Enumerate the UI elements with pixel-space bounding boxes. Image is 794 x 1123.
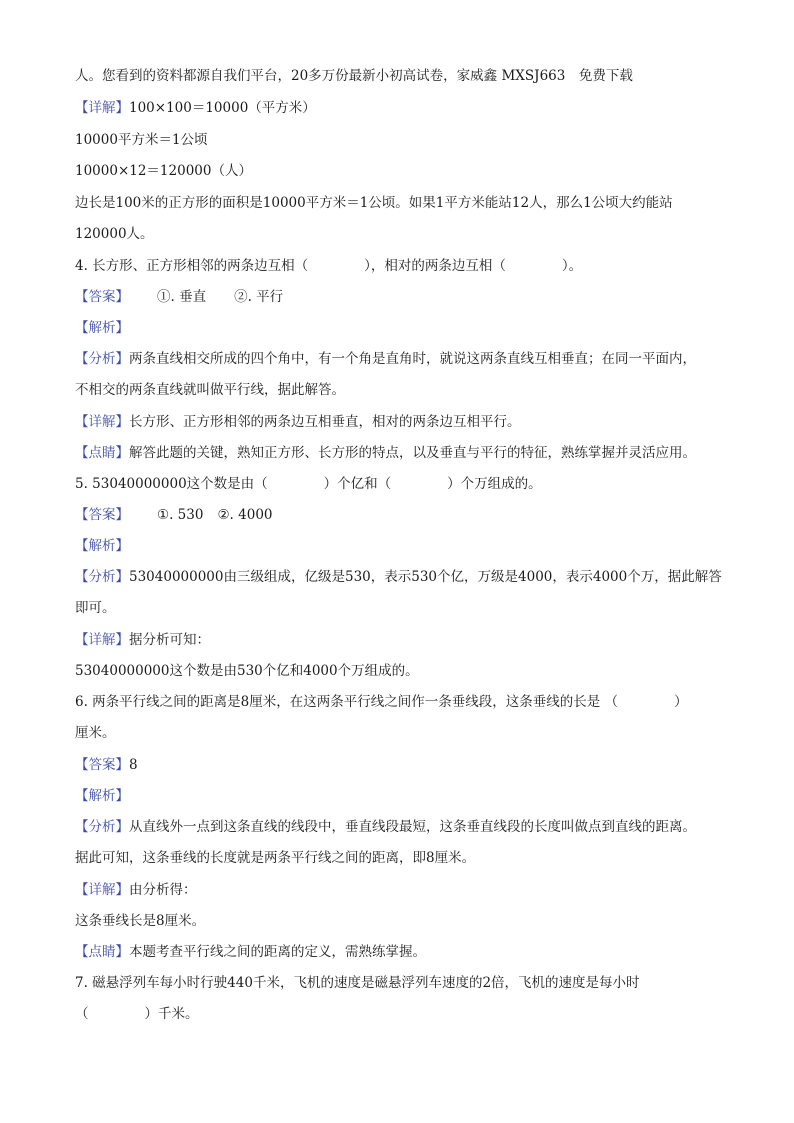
intro-line bbox=[75, 67, 633, 85]
q5-fenxi-text-2: 即可。 bbox=[75, 600, 116, 616]
q6-answer-tag: 【答案】 bbox=[75, 757, 129, 773]
q4-answer-tag: 【答案】 bbox=[75, 289, 129, 305]
q5-jiexi bbox=[75, 537, 129, 555]
q5-fenxi-line-1 bbox=[75, 568, 722, 586]
calc-line-1 bbox=[75, 131, 208, 149]
q4-text-post: ）。 bbox=[561, 258, 583, 274]
q4-answer-1: ①. 垂直 bbox=[157, 289, 207, 305]
q5-text-pre: 5. 53040000000这个数是由（ bbox=[75, 476, 268, 492]
q4-fenxi-text-2: 不相交的两条直线就叫做平行线，据此解答。 bbox=[75, 382, 345, 398]
question-4 bbox=[75, 257, 582, 275]
explain-text-2: 120000人。 bbox=[75, 226, 154, 242]
q4-xiangjie-text: 长方形、正方形相邻的两条边互相垂直，相对的两条边互相平行。 bbox=[129, 414, 521, 430]
q5-text-mid: ）个亿和（ bbox=[323, 476, 392, 492]
q6-fenxi-text-1: 从直线外一点到这条直线的线段中，垂直线段最短，这条垂直线段的长度叫做点到直线的距离。 bbox=[129, 819, 696, 835]
q4-jiexi bbox=[75, 319, 129, 337]
q5-fenxi-line-2 bbox=[75, 599, 116, 617]
q6-fenxi-line-2 bbox=[75, 849, 475, 867]
q6-text-line-2: 厘米。 bbox=[75, 725, 116, 741]
q5-answer-1: ①. 530 bbox=[157, 507, 204, 523]
q5-xiangjie-line-2 bbox=[75, 662, 419, 680]
q4-dianjing-tag: 【点睛】 bbox=[75, 445, 129, 461]
q6-answer bbox=[75, 756, 138, 774]
explain-text-1: 边长是100米的正方形的面积是10000平方米＝1公顷。如果1平方米能站12人，那么1公顷大约能站 bbox=[75, 195, 673, 211]
q5-answer-tag: 【答案】 bbox=[75, 507, 129, 523]
q5-answer bbox=[75, 506, 273, 524]
q4-fenxi-tag: 【分析】 bbox=[75, 351, 129, 367]
q7-text-pre: （ bbox=[75, 1006, 89, 1022]
intro-text: 人。您看到的资料都源自我们平台，20多万份最新小初高试卷，家威鑫 MXSJ663 免费下载 bbox=[75, 68, 633, 84]
detail-text: 100×100＝10000（平方米） bbox=[129, 100, 316, 116]
question-7 bbox=[75, 974, 640, 992]
q4-xiangjie-tag: 【详解】 bbox=[75, 414, 129, 430]
q6-text-pre: 6. 两条平行线之间的距离是8厘米，在这两条平行线之间作一条垂线段，这条垂线的长是 （ bbox=[75, 694, 619, 710]
question-5 bbox=[75, 475, 542, 493]
q4-answer bbox=[75, 288, 283, 306]
q5-xiangjie-tag: 【详解】 bbox=[75, 632, 129, 648]
q6-fenxi-tag: 【分析】 bbox=[75, 819, 129, 835]
calc-line-2 bbox=[75, 162, 252, 180]
q4-text-pre: 4. 长方形、正方形相邻的两条边互相（ bbox=[75, 258, 309, 274]
question-6 bbox=[75, 693, 688, 711]
q6-dianjing-tag: 【点睛】 bbox=[75, 944, 129, 960]
q6-fenxi-line-1 bbox=[75, 818, 696, 836]
explain-line-2 bbox=[75, 225, 154, 243]
q6-jiexi-tag: 【解析】 bbox=[75, 788, 129, 804]
q6-jiexi bbox=[75, 787, 129, 805]
q5-text-post: ）个万组成的。 bbox=[447, 476, 542, 492]
q6-text-post: ） bbox=[674, 694, 688, 710]
calc-text-2: 10000×12＝120000（人） bbox=[75, 163, 252, 179]
q6-xiangjie-tag: 【详解】 bbox=[75, 882, 129, 898]
q5-xiangjie-text-2: 53040000000这个数是由530个亿和4000个万组成的。 bbox=[75, 663, 419, 679]
q6-dianjing bbox=[75, 943, 426, 961]
q6-xiangjie-line-2 bbox=[75, 912, 205, 930]
q4-dianjing-text: 解答此题的关键，熟知正方形、长方形的特点，以及垂直与平行的特征，熟练掌握并灵活应用。 bbox=[129, 445, 696, 461]
q4-jiexi-tag: 【解析】 bbox=[75, 320, 129, 336]
calc-text-1: 10000平方米＝1公顷 bbox=[75, 132, 208, 148]
q5-answer-2: ②. 4000 bbox=[217, 507, 273, 523]
q5-xiangjie bbox=[75, 631, 210, 649]
q6-xiangjie-text-2: 这条垂线长是8厘米。 bbox=[75, 913, 206, 929]
question-7-line-2 bbox=[75, 1005, 199, 1023]
q4-fenxi-text-1: 两条直线相交所成的四个角中，有一个角是直角时，就说这两条直线互相垂直；在同一平面内， bbox=[129, 351, 696, 367]
q4-text-mid: ），相对的两条边互相（ bbox=[364, 258, 506, 274]
q4-answer-2: ②. 平行 bbox=[234, 289, 284, 305]
q5-xiangjie-text-1: 据分析可知： bbox=[129, 632, 210, 648]
q6-fenxi-text-2: 据此可知，这条垂线的长度就是两条平行线之间的距离，即8厘米。 bbox=[75, 850, 476, 866]
q4-dianjing bbox=[75, 444, 696, 462]
q7-text-post: ）千米。 bbox=[144, 1006, 199, 1022]
q6-xiangjie-text-1: 由分析得： bbox=[129, 882, 197, 898]
q5-jiexi-tag: 【解析】 bbox=[75, 538, 129, 554]
detail-line bbox=[75, 99, 316, 117]
q5-fenxi-tag: 【分析】 bbox=[75, 569, 129, 585]
q4-fenxi-line-2 bbox=[75, 381, 345, 399]
q6-dianjing-text: 本题考查平行线之间的距离的定义，需熟练掌握。 bbox=[129, 944, 426, 960]
explain-line-1 bbox=[75, 194, 673, 212]
q6-answer-value: 8 bbox=[129, 757, 138, 773]
q4-xiangjie bbox=[75, 413, 521, 431]
q4-fenxi-line-1 bbox=[75, 350, 696, 368]
detail-tag: 【详解】 bbox=[75, 100, 129, 116]
question-6-line-2 bbox=[75, 724, 116, 742]
q6-xiangjie bbox=[75, 881, 197, 899]
q5-fenxi-text-1: 53040000000由三级组成，亿级是530，表示530个亿，万级是4000，表示4000个万，据此解答 bbox=[129, 569, 722, 585]
q7-text-line-1: 7. 磁悬浮列车每小时行驶440千米，飞机的速度是磁悬浮列车速度的2倍，飞机的速度是每小时 bbox=[75, 975, 640, 991]
